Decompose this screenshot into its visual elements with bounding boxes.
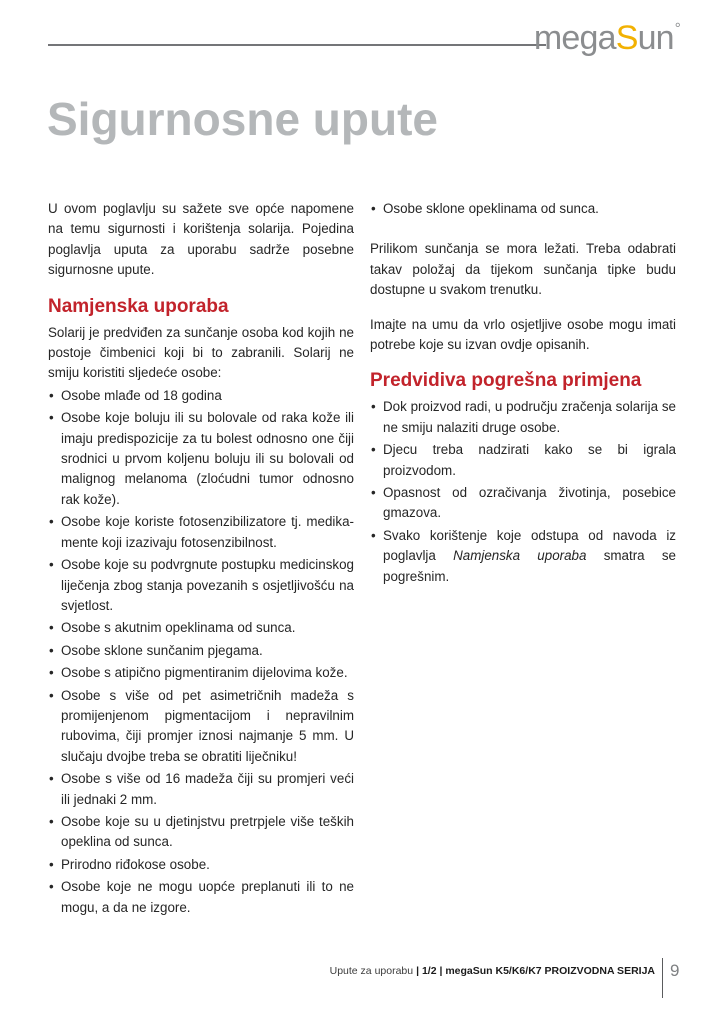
list-item: • Osobe koje koriste fotosenzibilizatore tj. medikamente koji izazivaju fotosenzibilnost. (48, 512, 354, 553)
list-item-italic-ref: Namjenska uporaba (453, 548, 587, 564)
list-item: • Osobe s atipično pigmentiranim dijelovima kože. (48, 663, 354, 683)
list-item: • Prirodno riđokose osobe. (48, 855, 354, 875)
intro-paragraph: U ovom poglavlju su sažete sve opće napomene na temu sigurnosti i korištenja solarija. Pojedina poglavlja uputa za uporabu sadrže posebne sigurnosne upute. (48, 201, 354, 278)
brand-logo (534, 21, 680, 55)
logo-text-mega: mega (533, 19, 616, 57)
list-item: • Osobe koje su podvrgnute postupku medicinskog liječenja zbog stanja povezanih s osjetljivošću na svjetlost. (48, 555, 354, 616)
list-item: • Osobe koje ne mogu uopće preplanuti ili to ne mogu, a da ne izgore. (48, 877, 354, 918)
logo-accent-s: S (615, 19, 638, 57)
logo-trademark-ring: ° (674, 20, 680, 37)
list-item: • Osobe s akutnim opeklinama od sunca. (48, 618, 354, 638)
list-item: • Djecu treba nadzirati kako se bi igrala proizvodom. (370, 440, 676, 481)
page-number: 9 (670, 961, 680, 980)
footer-doc-label: Upute za uporabu (329, 965, 414, 977)
footer (330, 965, 655, 977)
list-item: • Osobe s više od 16 madeža čiji su promjeri veći ili jednaki 2 mm. (48, 769, 354, 810)
section-heading-namjenska: Namjenska uporaba (48, 295, 229, 317)
restricted-persons-list (48, 386, 354, 918)
footer-divider (662, 958, 663, 998)
list-item: • Osobe koje su u djetinjstvu pretrpjele više teških opeklina od sunca. (48, 812, 354, 853)
list-item: • Osobe s više od pet asimetričnih madeža s promijenjenom pigmentacijom i nepravilnim rubovima, čiji promjer iznosi najmanje 5 mm. U slučaju dvojbe treba se obratiti liječniku! (48, 686, 354, 768)
list-item: • Osobe koje boluju ili su bolovale od raka kože ili imaju predispozicije za tu bolest odnosno one čiji srodnici u prvom koljenu boluju ili su bolovali od malignog melanoma (zloćudni tumor odnosno rak kože). (48, 408, 354, 510)
lead-paragraph: Solarij je predviđen za sunčanje osoba kod kojih ne postoje čimbenici koji bi to zabranili. Solarij ne smiju koristiti sljedeće osobe: (48, 324, 354, 381)
list-item: • Opasnost od ozračivanja životinja, posebice gmazova. (370, 483, 676, 524)
list-item-text: smatra se pogrešnim. (383, 548, 676, 584)
logo-text-un: un (637, 19, 674, 57)
misuse-list (370, 397, 676, 587)
list-item-text: Svako korištenje koje odstupa od navoda iz poglavlja (383, 527, 676, 564)
list-item: • Osobe sklone opeklinama od sunca. (370, 199, 676, 219)
right-column (370, 199, 676, 920)
list-item (370, 526, 676, 587)
body-paragraph: Imajte na umu da vrlo osjetljive osobe mogu imati potrebe koje su izvan ovdje opisanih. (370, 316, 676, 353)
page-title: Sigurnosne upute (47, 93, 438, 145)
left-column (48, 199, 354, 920)
section-heading-pogresna: Predvidiva pogrešna primjena (370, 370, 642, 392)
list-item: • Dok proizvod radi, u području zračenja solarija se ne smiju nalaziti druge osobe. (370, 397, 676, 438)
restricted-persons-list-continued (370, 199, 676, 219)
two-column-body (48, 199, 676, 920)
footer-series-label: | 1/2 | megaSun K5/K6/K7 PROIZVODNA SERIJA (416, 965, 655, 977)
list-item: • Osobe sklone sunčanim pjegama. (48, 641, 354, 661)
body-paragraph: Prilikom sunčanja se mora ležati. Treba odabrati takav položaj da tijekom sunčanja tipke budu dostupne u svakom trenutku. (370, 241, 676, 298)
list-item: • Osobe mlađe od 18 godina (48, 386, 354, 406)
header-rule (48, 44, 546, 46)
